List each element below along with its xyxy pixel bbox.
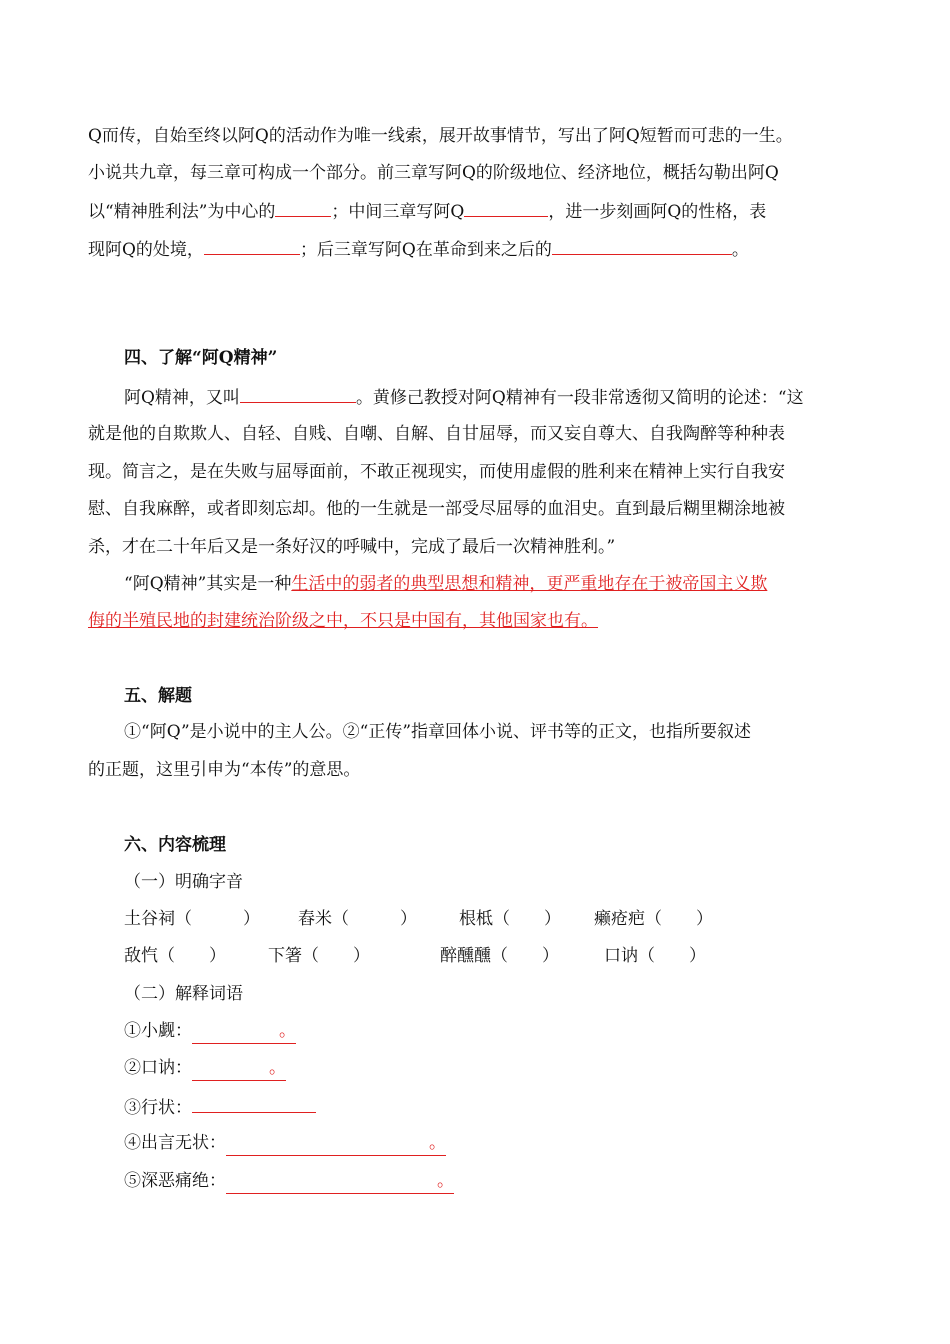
term-item — [124, 1169, 454, 1194]
section5-line-2: 的正题，这里引申为“本传”的意思。 — [88, 760, 361, 780]
section4-p1-line-2: 就是他的自欺欺人、自轻、自贱、自嘲、自解、自甘屈辱，而又妄自尊大、自我陶醉等种种表 — [88, 424, 785, 444]
section4-p1-line-4: 慰、自我麻醉，或者即刻忘却。他的一生就是一部受尽屈辱的血泪史。直到最后糊里糊涂地被 — [88, 499, 785, 519]
section4-heading: 四、了解“阿Q精神” — [124, 348, 278, 368]
intro-line-4-text-a: 现阿Q的处境， — [88, 240, 204, 260]
pinyin-item: 敌忾（ ） — [124, 946, 226, 966]
section6-heading: 六、内容梳理 — [124, 835, 226, 855]
pinyin-item: 醉醺醺（ ） — [440, 946, 559, 966]
intro-line-4 — [88, 236, 749, 262]
term-label: ④出言无状： — [124, 1133, 226, 1153]
section4-p2-line-2 — [88, 609, 598, 633]
pinyin-item: 土谷祠（ ） — [124, 909, 260, 929]
section5-heading: 五、解题 — [124, 686, 192, 706]
term-item — [124, 1094, 316, 1120]
section4-p1-line-1 — [124, 384, 804, 410]
section4-p2-line-1 — [124, 572, 767, 596]
section4-p2-text: “阿Q精神”其实是一种 — [124, 574, 292, 594]
pinyin-item: 舂米（ ） — [298, 909, 417, 929]
fill-blank-1[interactable] — [275, 198, 331, 217]
term-label: ①小觑： — [124, 1021, 192, 1041]
section4-p1-text-b: 。黄修己教授对阿Q精神有一段非常透彻又简明的论述：“这 — [355, 388, 804, 408]
intro-line-3-text-a: 以“精神胜利法”为中心的 — [88, 202, 276, 222]
intro-line-3 — [88, 198, 766, 224]
term-answer-blank[interactable] — [226, 1131, 446, 1156]
pinyin-item: 下箸（ ） — [268, 946, 370, 966]
pinyin-item: 根柢（ ） — [459, 909, 561, 929]
term-answer-tail: 。 — [437, 1171, 454, 1191]
section4-p1-line-3: 现。简言之，是在失败与屈辱面前，不敢正视现实，而使用虚假的胜利来在精神上实行自我安 — [88, 462, 785, 482]
term-answer-tail: 。 — [429, 1133, 446, 1153]
fill-blank-3[interactable] — [204, 236, 300, 255]
answer-red-text-1: 生活中的弱者的典型思想和精神，更严重地存在于被帝国主义欺 — [291, 574, 768, 594]
term-answer-blank[interactable] — [226, 1169, 454, 1194]
intro-line-3-text-b: ；中间三章写阿Q — [331, 202, 465, 222]
pinyin-item: 口讷（ ） — [604, 946, 706, 966]
intro-line-4-text-c: 。 — [731, 240, 749, 260]
term-label: ③行状： — [124, 1098, 192, 1118]
intro-line-4-text-b: ；后三章写阿Q在革命到来之后的 — [299, 240, 552, 260]
term-item — [124, 1019, 296, 1044]
section6-sub1: （一）明确字音 — [124, 872, 243, 892]
section4-p1-text-a: 阿Q精神，又叫 — [124, 388, 240, 408]
term-answer-tail: 。 — [269, 1058, 286, 1078]
term-item — [124, 1056, 286, 1081]
term-label: ②口讷： — [124, 1058, 192, 1078]
fill-blank-4[interactable] — [552, 236, 732, 255]
intro-line-3-text-c: ，进一步刻画阿Q的性格，表 — [548, 202, 767, 222]
pinyin-item: 癞疮疤（ ） — [594, 909, 713, 929]
fill-blank-2[interactable] — [464, 198, 548, 217]
term-label: ⑤深恶痛绝： — [124, 1171, 226, 1191]
term-answer-blank[interactable] — [192, 1056, 286, 1081]
answer-red-text-2: 侮的半殖民地的封建统治阶级之中，不只是中国有，其他国家也有。 — [88, 611, 598, 631]
fill-blank-5[interactable] — [240, 384, 356, 403]
term-item — [124, 1131, 446, 1156]
term-answer-blank[interactable] — [192, 1094, 316, 1113]
term-answer-blank[interactable] — [192, 1019, 296, 1044]
term-answer-tail: 。 — [279, 1021, 296, 1041]
intro-line-1: Q而传，自始至终以阿Q的活动作为唯一线索，展开故事情节，写出了阿Q短暂而可悲的一生。 — [88, 126, 793, 146]
section4-p1-line-5: 杀，才在二十年后又是一条好汉的呼喊中，完成了最后一次精神胜利。” — [88, 537, 616, 557]
section5-line-1: ①“阿Q”是小说中的主人公。②“正传”指章回体小说、评书等的正文，也指所要叙述 — [124, 722, 752, 742]
section6-sub2: （二）解释词语 — [124, 984, 243, 1004]
intro-line-2: 小说共九章，每三章可构成一个部分。前三章写阿Q的阶级地位、经济地位，概括勾勒出阿Q — [88, 163, 779, 183]
